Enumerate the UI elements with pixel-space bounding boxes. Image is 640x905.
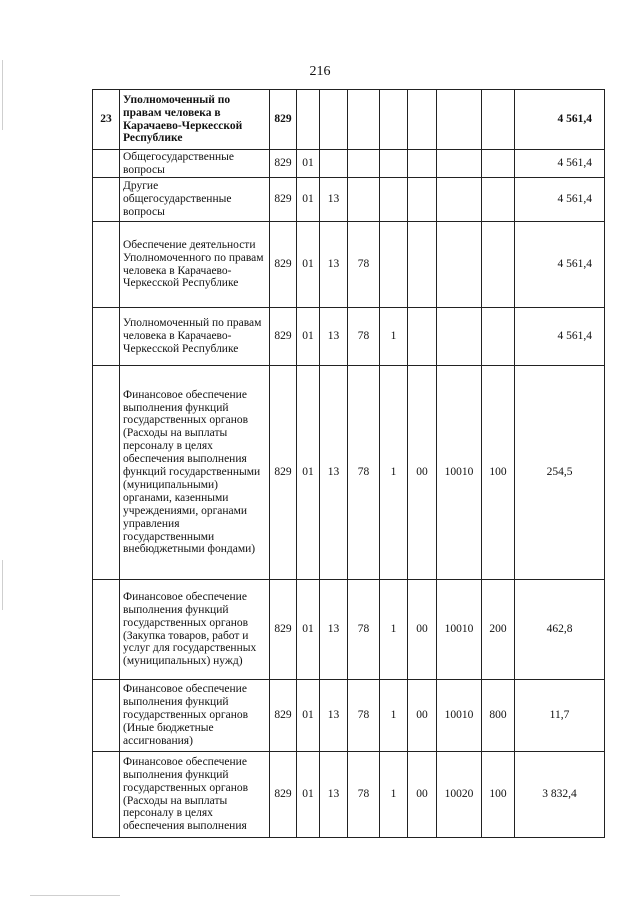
direction-code: 10010 <box>437 580 482 680</box>
sum-value: 4 561,4 <box>515 178 605 222</box>
sum-value: 4 561,4 <box>515 308 605 366</box>
row-number <box>93 580 120 680</box>
main-event-code: 00 <box>408 680 437 752</box>
scan-edge-mark <box>2 60 3 130</box>
ved-code: 829 <box>270 178 297 222</box>
pr-code: 13 <box>320 752 348 838</box>
ved-code: 829 <box>270 150 297 178</box>
program-code <box>348 150 380 178</box>
sum-value: 4 561,4 <box>515 90 605 150</box>
row-number <box>93 222 120 308</box>
table-row <box>93 580 605 680</box>
subprogram-code <box>380 150 408 178</box>
program-code: 78 <box>348 308 380 366</box>
sum-value: 4 561,4 <box>515 222 605 308</box>
row-name: Общегосударственные вопросы <box>120 150 270 178</box>
row-number <box>93 150 120 178</box>
pr-code: 13 <box>320 366 348 580</box>
main-event-code <box>408 222 437 308</box>
direction-code: 10020 <box>437 752 482 838</box>
ved-code: 829 <box>270 90 297 150</box>
row-name: Обеспечение деятельности Уполномоченного по правам человека в Карачаево-Черкесской Республике <box>120 222 270 308</box>
main-event-code <box>408 308 437 366</box>
ved-code: 829 <box>270 680 297 752</box>
row-name: Финансовое обеспечение выполнения функций государственных органов (Расходы на выплаты персоналу в целях обеспечения выполнения функций государственными (муниципальными) органами, казенными учреждениями, органами управления государственными внебюджетными фондами) <box>120 366 270 580</box>
main-event-code: 00 <box>408 580 437 680</box>
pr-code <box>320 90 348 150</box>
rz-code: 01 <box>297 150 320 178</box>
direction-code: 10010 <box>437 680 482 752</box>
row-name: Другие общегосударственные вопросы <box>120 178 270 222</box>
rz-code: 01 <box>297 580 320 680</box>
row-number: 23 <box>93 90 120 150</box>
sum-value: 4 561,4 <box>515 150 605 178</box>
rz-code: 01 <box>297 680 320 752</box>
table-row <box>93 222 605 308</box>
row-name: Уполномоченный по правам человека в Карачаево-Черкесской Республике <box>120 90 270 150</box>
pr-code: 13 <box>320 580 348 680</box>
rz-code: 01 <box>297 366 320 580</box>
page-number: 216 <box>309 64 331 79</box>
direction-code <box>437 222 482 308</box>
expense-type-code: 800 <box>482 680 515 752</box>
expense-type-code <box>482 90 515 150</box>
scan-edge-mark <box>30 895 120 896</box>
rz-code <box>297 90 320 150</box>
table-row <box>93 178 605 222</box>
program-code <box>348 90 380 150</box>
row-number <box>93 366 120 580</box>
subprogram-code: 1 <box>380 680 408 752</box>
row-number <box>93 308 120 366</box>
direction-code <box>437 178 482 222</box>
pr-code: 13 <box>320 222 348 308</box>
row-number <box>93 680 120 752</box>
program-code: 78 <box>348 580 380 680</box>
subprogram-code: 1 <box>380 752 408 838</box>
expense-type-code <box>482 178 515 222</box>
main-event-code <box>408 150 437 178</box>
table-row <box>93 680 605 752</box>
main-event-code: 00 <box>408 366 437 580</box>
subprogram-code <box>380 222 408 308</box>
subprogram-code <box>380 90 408 150</box>
table-row <box>93 150 605 178</box>
table-row <box>93 308 605 366</box>
table-row <box>93 90 605 150</box>
main-event-code <box>408 178 437 222</box>
expense-type-code <box>482 222 515 308</box>
ved-code: 829 <box>270 366 297 580</box>
rz-code: 01 <box>297 178 320 222</box>
rz-code: 01 <box>297 308 320 366</box>
budget-table <box>92 89 605 838</box>
ved-code: 829 <box>270 580 297 680</box>
rz-code: 01 <box>297 222 320 308</box>
row-number <box>93 752 120 838</box>
program-code: 78 <box>348 752 380 838</box>
sum-value: 254,5 <box>515 366 605 580</box>
subprogram-code <box>380 178 408 222</box>
subprogram-code: 1 <box>380 308 408 366</box>
program-code: 78 <box>348 680 380 752</box>
row-name: Финансовое обеспечение выполнения функций государственных органов (Закупка товаров, работ и услуг для государственных (муниципальных) нужд) <box>120 580 270 680</box>
direction-code <box>437 308 482 366</box>
pr-code: 13 <box>320 308 348 366</box>
expense-type-code <box>482 308 515 366</box>
pr-code: 13 <box>320 680 348 752</box>
main-event-code: 00 <box>408 752 437 838</box>
row-name: Финансовое обеспечение выполнения функций государственных органов (Расходы на выплаты персоналу в целях обеспечения выполнения <box>120 752 270 838</box>
row-number <box>93 178 120 222</box>
rz-code: 01 <box>297 752 320 838</box>
expense-type-code: 100 <box>482 366 515 580</box>
main-event-code <box>408 90 437 150</box>
row-name: Уполномоченный по правам человека в Карачаево-Черкесской Республике <box>120 308 270 366</box>
expense-type-code <box>482 150 515 178</box>
sum-value: 11,7 <box>515 680 605 752</box>
sum-value: 462,8 <box>515 580 605 680</box>
program-code: 78 <box>348 222 380 308</box>
subprogram-code: 1 <box>380 580 408 680</box>
pr-code: 13 <box>320 178 348 222</box>
program-code: 78 <box>348 366 380 580</box>
scan-edge-mark <box>2 560 3 610</box>
pr-code <box>320 150 348 178</box>
row-name: Финансовое обеспечение выполнения функций государственных органов (Иные бюджетные ассигнования) <box>120 680 270 752</box>
direction-code: 10010 <box>437 366 482 580</box>
table-row <box>93 366 605 580</box>
table-row <box>93 752 605 838</box>
subprogram-code: 1 <box>380 366 408 580</box>
ved-code: 829 <box>270 752 297 838</box>
ved-code: 829 <box>270 222 297 308</box>
direction-code <box>437 90 482 150</box>
expense-type-code: 100 <box>482 752 515 838</box>
expense-type-code: 200 <box>482 580 515 680</box>
program-code <box>348 178 380 222</box>
direction-code <box>437 150 482 178</box>
ved-code: 829 <box>270 308 297 366</box>
sum-value: 3 832,4 <box>515 752 605 838</box>
